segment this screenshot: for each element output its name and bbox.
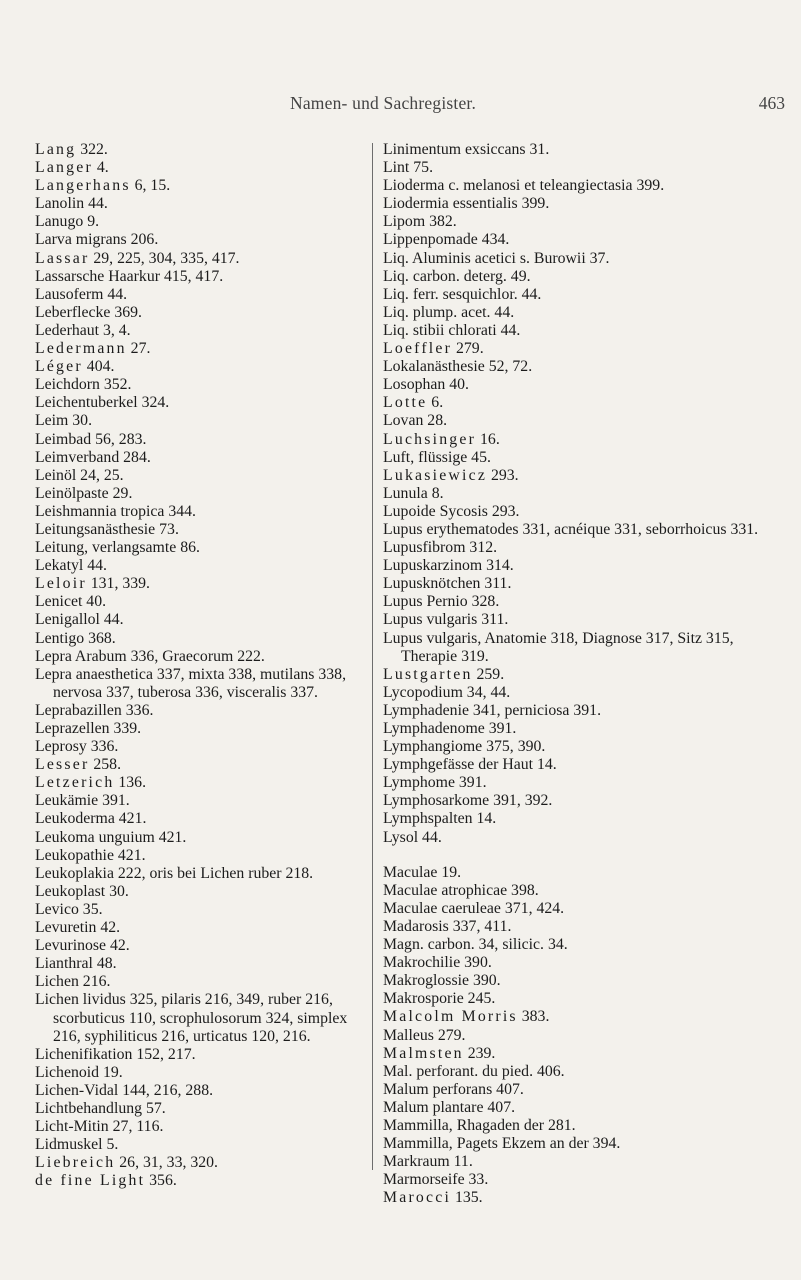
index-entry: Liebreich 26, 31, 33, 320. (35, 1154, 219, 1172)
index-entry: Lichtbehandlung 57. (35, 1099, 166, 1117)
index-entry: Mal. perforant. du pied. 406. (383, 1062, 565, 1080)
index-entry: Langer 4. (35, 159, 109, 177)
index-entry: Lassarsche Haarkur 415, 417. (35, 267, 224, 285)
index-entry: de fine Light 356. (35, 1172, 177, 1190)
index-entry: Lotte 6. (383, 394, 444, 412)
index-entry: Leitung, verlangsamte 86. (35, 539, 200, 557)
index-entry: Langerhans 6, 15. (35, 177, 171, 195)
index-entry: Letzerich 136. (35, 774, 147, 792)
index-entry: Malcolm Morris 383. (383, 1008, 550, 1026)
index-entry: Lupus vulgaris 311. (383, 611, 509, 629)
index-entry: Lepra Arabum 336, Graecorum 222. (35, 647, 265, 665)
index-entry: Leichentuberkel 324. (35, 394, 170, 412)
index-entry: Leukoderma 421. (35, 810, 147, 828)
index-entry: Leukopathie 421. (35, 846, 146, 864)
index-entry: Lupus Pernio 328. (383, 593, 500, 611)
index-entry: Madarosis 337, 411. (383, 917, 512, 935)
index-entry: Leimbad 56, 283. (35, 430, 147, 448)
index-entry: Lukasiewicz 293. (383, 466, 519, 484)
index-entry: Liq. ferr. sesquichlor. 44. (383, 285, 542, 303)
index-column-right (383, 141, 788, 1207)
index-entry: Liq. stibii chlorati 44. (383, 321, 521, 339)
index-entry: Lupuskarzinom 314. (383, 557, 514, 575)
index-entry: Leukoplast 30. (35, 882, 129, 900)
index-entry: Leishmannia tropica 344. (35, 502, 196, 520)
index-entry: Levico 35. (35, 900, 103, 918)
index-entry: Lederhaut 3, 4. (35, 321, 131, 339)
index-entry: Maculae atrophicae 398. (383, 881, 539, 899)
index-entry: Lymphangiome 375, 390. (383, 738, 546, 756)
section-gap (383, 847, 788, 864)
index-entry: Makrochilie 390. (383, 954, 492, 972)
index-entry: Lymphspalten 14. (383, 810, 497, 828)
index-entry: Leprazellen 339. (35, 720, 142, 737)
index-entry: Léger 404. (35, 358, 115, 376)
index-entry: Liq. plump. acet. 44. (383, 303, 515, 321)
index-entry: Malum plantare 407. (383, 1098, 516, 1116)
index-entry: Ledermann 27. (35, 340, 151, 358)
index-entry: Lymphome 391. (383, 774, 487, 792)
index-entry: Leukämie 391. (35, 792, 130, 810)
index-entry: Lichen lividus 325, pilaris 216, 349, ruber 216, scorbuticus 110, scrophulosorum 324, simplex 216, syphiliticus 216, urticatus 120, 216. (35, 991, 348, 1045)
index-entry: Leloir 131, 339. (35, 575, 150, 593)
index-entry: Luft, flüssige 45. (383, 448, 491, 466)
index-entry: Lioderma c. melanosi et teleangiectasia 399. (383, 177, 665, 195)
index-entry: Lokalanästhesie 52, 72. (383, 358, 533, 376)
index-entry: Malum perforans 407. (383, 1080, 524, 1098)
index-entry: Lanugo 9. (35, 213, 100, 231)
index-entry: Liq. Aluminis acetici s. Burowii 37. (383, 249, 610, 267)
index-entry: Lippenpomade 434. (383, 231, 510, 249)
index-entry: Lekatyl 44. (35, 557, 107, 575)
index-entry: Lassar 29, 225, 304, 335, 417. (35, 249, 240, 267)
index-entry: Leberflecke 369. (35, 303, 143, 321)
index-entry: Lymphadenome 391. (383, 720, 517, 737)
index-entry: Lycopodium 34, 44. (383, 683, 511, 701)
column-divider (372, 143, 373, 1170)
index-column-left (35, 141, 370, 1190)
index-entry: Lichenifikation 152, 217. (35, 1045, 196, 1063)
index-entry: Lupus erythematodes 331, acnéique 331, seborrhoicus 331. (383, 520, 759, 538)
index-entry: Lupus vulgaris, Anatomie 318, Diagnose 317, Sitz 315, Therapie 319. (383, 629, 734, 665)
index-entry: Lymphadenie 341, perniciosa 391. (383, 701, 602, 719)
index-entry: Lepra anaesthetica 337, mixta 338, mutilans 338, nervosa 337, tuberosa 336, visceralis 337. (35, 665, 347, 701)
index-entry: Leimverband 284. (35, 448, 151, 466)
index-entry: Levuretin 42. (35, 919, 121, 937)
index-entry: Mammilla, Rhagaden der 281. (383, 1116, 576, 1134)
index-entry: Lausoferm 44. (35, 285, 128, 303)
index-entry: Licht-Mitin 27, 116. (35, 1118, 164, 1136)
index-entry: Leinöl 24, 25. (35, 466, 124, 484)
index-entry: Lupusfibrom 312. (383, 539, 498, 557)
index-entry: Lentigo 368. (35, 629, 116, 647)
index-entry: Lustgarten 259. (383, 665, 505, 683)
index-entry: Lichen 216. (35, 973, 111, 991)
index-entry: Lint 75. (383, 159, 434, 177)
index-entry: Lichenoid 19. (35, 1063, 123, 1081)
index-entry: Malmsten 239. (383, 1044, 496, 1062)
index-entry: Lipom 382. (383, 213, 457, 231)
index-entry: Leim 30. (35, 412, 93, 430)
index-entry: Leukoplakia 222, oris bei Lichen ruber 218. (35, 864, 314, 882)
index-entry: Lichen-Vidal 144, 216, 288. (35, 1081, 214, 1099)
index-entry: Magn. carbon. 34, silicic. 34. (383, 936, 568, 954)
index-entry: Maculae caeruleae 371, 424. (383, 899, 565, 917)
index-entry: Levurinose 42. (35, 937, 130, 955)
index-entry: Larva migrans 206. (35, 231, 159, 249)
index-entry: Lupoide Sycosis 293. (383, 502, 520, 520)
index-entry: Lang 322. (35, 141, 108, 158)
index-entry: Makrosporie 245. (383, 990, 496, 1008)
index-entry: Lysol 44. (383, 828, 442, 846)
running-title: Namen- und Sachregister. (290, 93, 477, 113)
index-entry: Mammilla, Pagets Ekzem an der 394. (383, 1135, 621, 1153)
index-entry: Lymphosarkome 391, 392. (383, 792, 553, 810)
index-entry: Losophan 40. (383, 376, 469, 394)
index-entry: Lunula 8. (383, 484, 444, 502)
index-entry: Lianthral 48. (35, 955, 117, 973)
index-entry: Lanolin 44. (35, 195, 108, 213)
index-entry: Malleus 279. (383, 1026, 466, 1044)
index-entry: Markraum 11. (383, 1153, 473, 1171)
index-entry: Lupusknötchen 311. (383, 575, 512, 593)
index-entry: Marmorseife 33. (383, 1171, 489, 1189)
index-entry: Leinölpaste 29. (35, 484, 133, 502)
index-entry: Lenigallol 44. (35, 611, 124, 629)
index-entry: Luchsinger 16. (383, 430, 500, 448)
index-entry: Liq. carbon. deterg. 49. (383, 267, 531, 285)
index-entry: Linimentum exsiccans 31. (383, 141, 550, 158)
page-header (0, 93, 801, 117)
index-entry: Liodermia essentialis 399. (383, 195, 550, 213)
index-entry: Maculae 19. (383, 863, 462, 881)
index-entry: Lesser 258. (35, 756, 122, 774)
index-entry: Leprosy 336. (35, 738, 119, 756)
index-entry: Lidmuskel 5. (35, 1136, 119, 1154)
index-entry: Loeffler 279. (383, 340, 484, 358)
index-entry: Makroglossie 390. (383, 972, 501, 990)
index-entry: Lovan 28. (383, 412, 448, 430)
index-entry: Leukoma unguium 421. (35, 828, 187, 846)
index-entry: Lymphgefässe der Haut 14. (383, 756, 557, 774)
index-entry: Marocci 135. (383, 1189, 483, 1207)
index-entry: Leprabazillen 336. (35, 701, 154, 719)
page-number: 463 (758, 93, 785, 113)
index-entry: Leitungsanästhesie 73. (35, 520, 179, 538)
index-entry: Leichdorn 352. (35, 376, 132, 394)
index-entry: Lenicet 40. (35, 593, 107, 611)
